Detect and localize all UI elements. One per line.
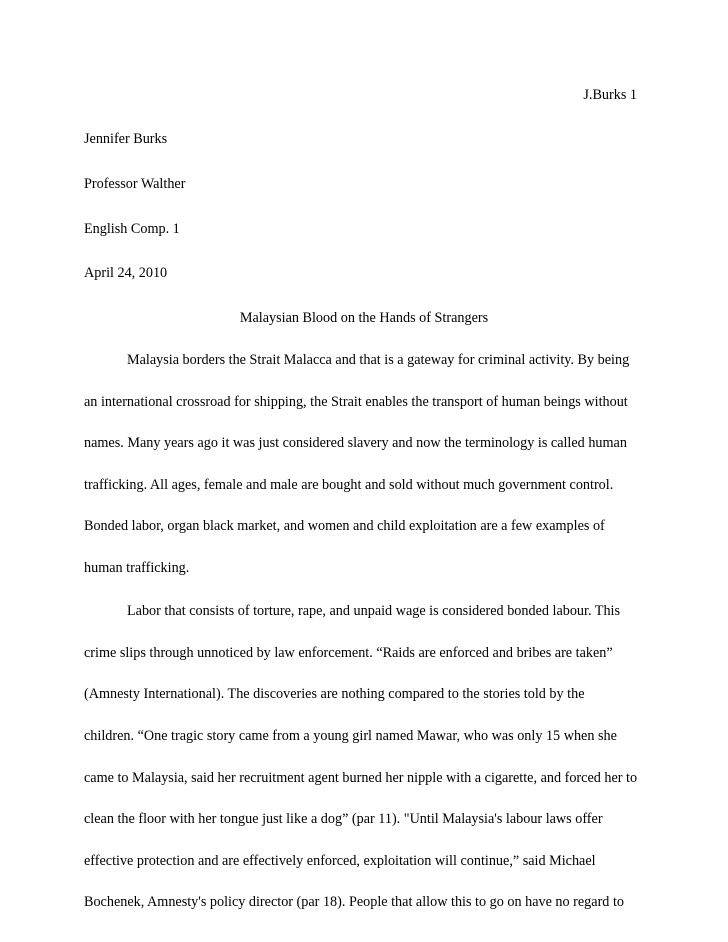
paper-title: Malaysian Blood on the Hands of Strangers bbox=[239, 310, 489, 326]
body-line: an international crossroad for shipping, the Strait enables the transport of human beings without bbox=[84, 393, 628, 410]
running-head: J.Burks 1 bbox=[583, 87, 637, 103]
body-line: effective protection and are effectively enforced, exploitation will continue,” said Michael bbox=[84, 852, 596, 869]
author-name: Jennifer Burks bbox=[84, 131, 168, 147]
body-line: Malaysia borders the Strait Malacca and that is a gateway for criminal activity. By being bbox=[127, 352, 630, 368]
body-line: trafficking. All ages, female and male are bought and sold without much government control. bbox=[84, 476, 614, 493]
body-line: crime slips through unnoticed by law enforcement. “Raids are enforced and bribes are taken” bbox=[84, 644, 613, 661]
body-line: Bonded labor, organ black market, and women and child exploitation are a few examples of bbox=[84, 518, 605, 535]
body-line: clean the floor with her tongue just like a dog” (par 11). "Until Malaysia's labour laws offer bbox=[84, 811, 603, 828]
body-line: (Amnesty International). The discoveries are nothing compared to the stories told by the bbox=[84, 686, 585, 703]
body-line: Labor that consists of torture, rape, and unpaid wage is considered bonded labour. This bbox=[127, 603, 621, 620]
body-line: names. Many years ago it was just considered slavery and now the terminology is called human bbox=[84, 435, 627, 452]
body-line: came to Malaysia, said her recruitment agent burned her nipple with a cigarette, and forced her to bbox=[84, 769, 638, 786]
date: April 24, 2010 bbox=[84, 265, 168, 281]
professor-name: Professor Walther bbox=[84, 176, 186, 192]
body-line: human trafficking. bbox=[84, 560, 190, 576]
course-name: English Comp. 1 bbox=[84, 221, 180, 237]
body-line: Bochenek, Amnesty's policy director (par 18). People that allow this to go on have no regard to bbox=[84, 894, 624, 911]
body-line: children. “One tragic story came from a young girl named Mawar, who was only 15 when she bbox=[84, 728, 617, 744]
